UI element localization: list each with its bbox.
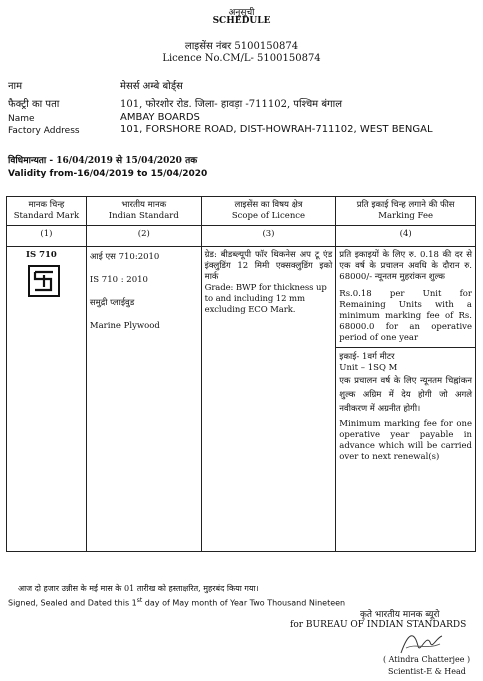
table-row <box>7 247 476 552</box>
name-label-hindi: नाम <box>8 81 23 92</box>
address-value: 101, FORSHORE ROAD, DIST-HOWRAH-711102, WEST BENGAL <box>120 124 433 135</box>
signed-statement: Signed, Sealed and Dated this 1st day of May month of Year Two Thousand Nineteen <box>8 597 346 608</box>
address-label-hindi: फैक्ट्री का पता <box>8 99 60 110</box>
unit: Unit – 1SQ M <box>339 363 398 373</box>
header-standard-mark: मानक चिन्ह Standard Mark <box>7 197 87 226</box>
validity-hindi: विधिमान्यता - 16/04/2019 से 15/04/2020 तक <box>8 156 198 166</box>
scope-hindi: ग्रेड: बीडब्ल्यूपी फॉर थिकनेस अप टू एंड इंक्लुडिंग 12 मिमी एक्सक्लुडिंग इको मार्क <box>204 250 333 282</box>
schedule-table <box>6 196 476 552</box>
col-number: (2) <box>86 226 201 247</box>
min-fee-hindi: एक प्रचालन वर्ष के लिए न्यूनतम चिह्नांकन शुल्क अग्रिम में देय होगी जो अगले नवीकरण में अग्रनीत होगी। <box>339 376 472 414</box>
fee: Rs.0.18 per Unit for Remaining Units with a minimum marking fee of Rs. 68000.0 for an operative period of one year <box>339 289 472 343</box>
header-scope: लाइसेंस का विषय क्षेत्र Scope of Licence <box>201 197 336 226</box>
header-marking-fee: प्रति इकाई चिन्ह लगाने की फीस Marking Fee <box>336 197 476 226</box>
col-number: (3) <box>201 226 336 247</box>
is-label: IS 710 <box>26 250 57 260</box>
name-value: AMBAY BOARDS <box>120 112 200 123</box>
signature-icon <box>396 628 446 658</box>
is-number-hindi: आई एस 710:2010 <box>89 252 160 262</box>
unit-hindi: इकाई- 1वर्ग मीटर <box>339 352 395 362</box>
standard-mark-cell <box>7 247 87 552</box>
scope-cell <box>201 247 336 552</box>
address-value-hindi: 101, फोरशोर रोड. जिला- हावड़ा -711102, पश्चिम बंगाल <box>120 99 343 110</box>
fee-hindi: प्रति इकाइयों के लिए रु. 0.18 की दर से एक वर्ष के प्रचालन अवधि के दौरान रु. 68000/- न्यूनतम मुहरांकन शुल्क <box>339 250 472 282</box>
schedule-title: SCHEDULE <box>212 16 271 26</box>
signatory-designation: Scientist-E & Head <box>388 667 466 676</box>
schedule-hindi-title: अनुसूची <box>228 8 255 18</box>
product: Marine Plywood <box>89 321 160 331</box>
marking-fee-cell <box>336 247 476 552</box>
bureau-name: for BUREAU OF INDIAN STANDARDS <box>290 620 467 630</box>
licence-number: Licence No.CM/L- 5100150874 <box>162 53 321 64</box>
address-label: Factory Address <box>8 126 80 136</box>
col-number: (1) <box>7 226 87 247</box>
signatory-name: ( Atindra Chatterjee ) <box>383 655 471 664</box>
min-fee: Minimum marking fee for one operative year payable in advance which will be carried over to next renewal(s) <box>339 419 472 462</box>
scope: Grade: BWP for thickness up to and including 12 mm excluding ECO Mark. <box>204 283 327 315</box>
table-header-row <box>7 197 476 226</box>
table-number-row <box>7 226 476 247</box>
validity: Validity from-16/04/2019 to 15/04/2020 <box>8 169 208 179</box>
licence-number-hindi: लाइसेंस नंबर 5100150874 <box>184 41 299 52</box>
name-value-hindi: मेसर्स अम्बे बोर्ड्स <box>120 81 183 92</box>
signed-hindi: आज दो हजार उन्नीस के मई मास के 01 तारीख को हस्ताक्षरित, मुहरबंद किया गया। <box>18 584 259 593</box>
bureau-hindi: कृते भारतीय मानक ब्यूरो <box>360 610 440 620</box>
product-hindi: समुद्री प्लाईवुड <box>89 298 135 308</box>
isi-mark-icon <box>28 265 60 297</box>
is-number: IS 710 : 2010 <box>89 275 148 285</box>
indian-standard-cell <box>86 247 201 552</box>
header-indian-standard: भारतीय मानक Indian Standard <box>86 197 201 226</box>
col-number: (4) <box>336 226 476 247</box>
name-label: Name <box>8 114 35 124</box>
